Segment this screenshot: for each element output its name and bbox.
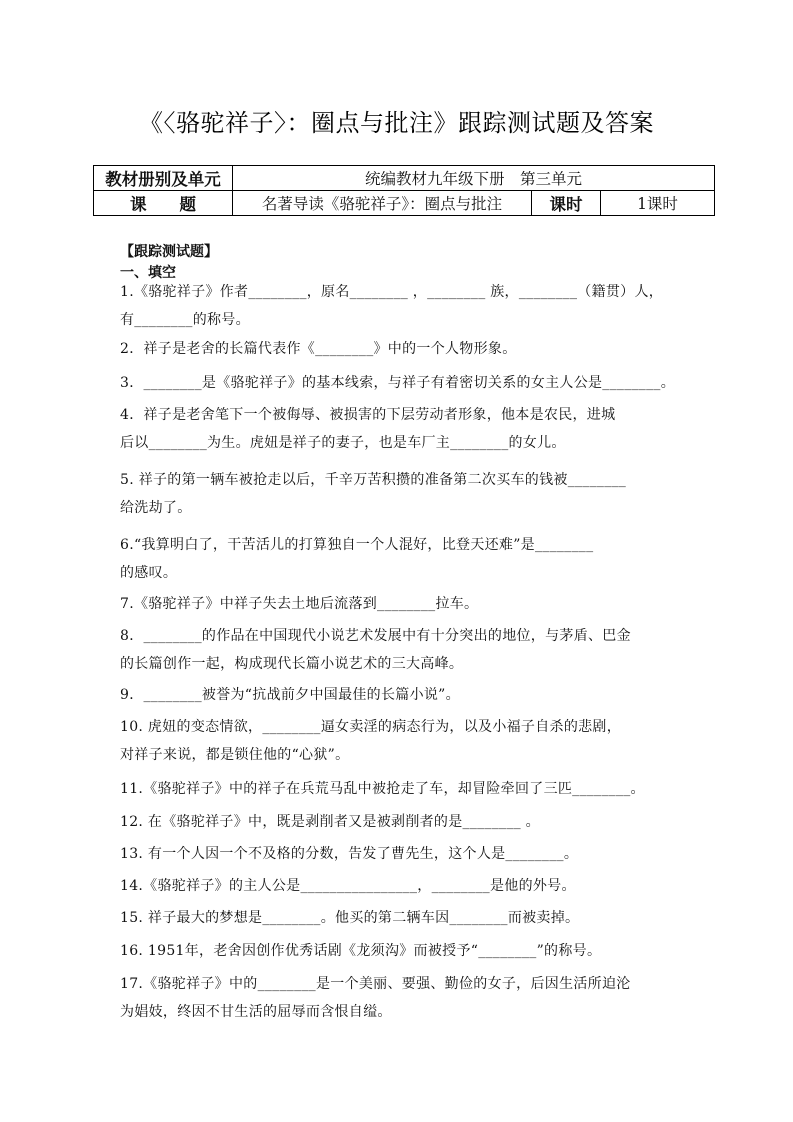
question-item (120, 681, 680, 709)
question-item (120, 466, 680, 522)
question-line: 13. 有一个人因一个不及格的分数，告发了曹先生，这个人是________。 (120, 846, 579, 862)
question-line: 后以________为生。虎妞是祥子的妻子，也是车厂主________的女儿。 (120, 435, 566, 451)
question-line: 的长篇创作一起，构成现代长篇小说艺术的三大高峰。 (120, 656, 464, 672)
question-line: 1.《骆驼祥子》作者________，原名________ ，________ 族，________（籍贯）人， (120, 284, 664, 300)
question-line: 6.“我算明白了，干苦活儿的打算独自一个人混好，比登天还难”是________ (120, 537, 594, 553)
unit-label: 教材册别及单元 (94, 166, 233, 191)
section-heading: 【跟踪测试题】 (120, 244, 218, 260)
topic-value: 名著导读《骆驼祥子》：圈点与批注 (233, 191, 532, 216)
document-title: 《〈骆驼祥子〉：圈点与批注》跟踪测试题及答案 (139, 109, 654, 137)
question-item (120, 369, 680, 397)
question-line: 12. 在《骆驼祥子》中，既是剥削者又是被剥削者的是________ 。 (120, 814, 540, 830)
topic-label: 课 题 (94, 191, 233, 216)
question-line: 16. 1951年，老舍因创作优秀话剧《龙须沟》而被授予“________”的称号。 (120, 943, 602, 959)
question-line: 10. 虎妞的变态情欲，________逼女卖淫的病态行为，以及小福子自杀的悲剧， (120, 719, 622, 735)
question-line: 15. 祥子最大的梦想是________。他买的第二辆车因________而被卖掉。 (120, 910, 580, 926)
question-line: 8．________的作品在中国现代小说艺术发展中有十分突出的地位，与茅盾、巴金 (120, 628, 631, 644)
period-label: 课时 (532, 191, 601, 216)
question-item (120, 808, 680, 836)
question-item (120, 970, 680, 1026)
question-line: 14.《骆驼祥子》的主人公是________________，________是他的外号。 (120, 878, 576, 894)
unit-value: 统编教材九年级下册 第三单元 (233, 166, 715, 191)
question-item (120, 840, 680, 868)
question-line: 给洗劫了。 (120, 500, 192, 516)
question-item (120, 775, 680, 803)
question-line: 对祥子来说，都是锁住他的“心狱”。 (120, 747, 350, 763)
question-line: 4．祥子是老舍笔下一个被侮辱、被损害的下层劳动者形象，他本是农民，进城 (120, 407, 616, 423)
question-line: 11.《骆驼祥子》中的祥子在兵荒马乱中被抢走了车，却冒险牵回了三匹________。 (120, 781, 645, 797)
question-line: 的感叹。 (120, 565, 178, 581)
question-item (120, 904, 680, 932)
table-row (94, 166, 715, 191)
question-line: 为娼妓，终因不甘生活的屈辱而含恨自缢。 (120, 1004, 392, 1020)
question-line: 7.《骆驼祥子》中祥子失去土地后流落到________拉车。 (120, 596, 479, 612)
question-item (120, 590, 680, 618)
question-item (120, 713, 680, 769)
question-line: 17.《骆驼祥子》中的________是一个美丽、要强、勤俭的女子，后因生活所迫沦 (120, 976, 631, 992)
question-line: 2．祥子是老舍的长篇代表作《________》中的一个人物形象。 (120, 341, 517, 357)
question-item (120, 531, 680, 587)
table-row (94, 191, 715, 216)
period-value: 1课时 (601, 191, 715, 216)
question-item (120, 872, 680, 900)
question-line: 3．________是《骆驼祥子》的基本线索，与祥子有着密切关系的女主人公是________。 (120, 375, 676, 391)
question-line: 5. 祥子的第一辆车被抢走以后，千辛万苦积攒的准备第二次买车的钱被________ (120, 472, 627, 488)
course-info-table (93, 165, 715, 216)
question-item (120, 335, 680, 363)
question-item (120, 622, 680, 678)
question-line: 有________的称号。 (120, 312, 250, 328)
part-heading: 一、填空 (120, 265, 176, 281)
question-item (120, 401, 680, 457)
question-line: 9．________被誉为“抗战前夕中国最佳的长篇小说”。 (120, 687, 460, 703)
question-item (120, 278, 680, 334)
question-item (120, 937, 680, 965)
